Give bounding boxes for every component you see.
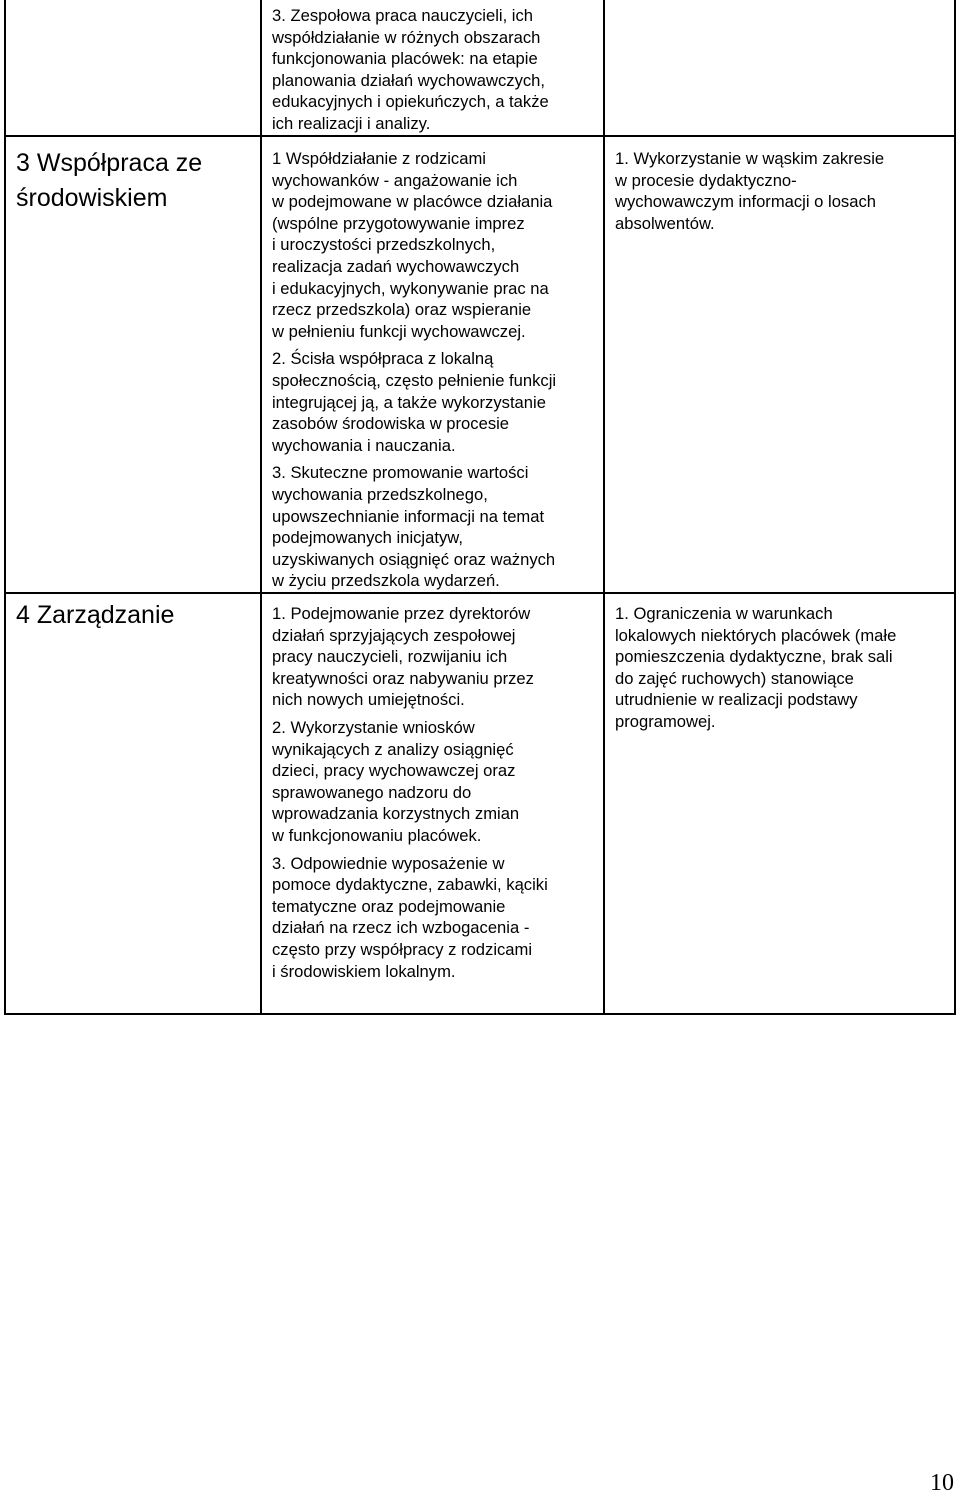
row1-goal-1: 1 Współdziałanie z rodzicami wychowanków - angażowanie ich w podejmowane w placówce działania (wspólne przygotowywanie imprez i uroczystości przedszkolnych, realizacja zadań wychowawczych i edukacyjnych, wykonywanie prac na rzecz przedszkola) oraz wspieranie w pełnieniu funkcji wychowawczej. [272, 149, 553, 341]
table-border-left [4, 0, 6, 1015]
row2-goal-2: 2. Wykorzystanie wniosków wynikających z analizy osiągnięć dzieci, pracy wychowawczej oraz sprawowanego nadzoru do wprowadzania korzystnych zmian w funkcjonowaniu placówek. [272, 717, 520, 845]
page-number: 10 [930, 1470, 954, 1496]
row2-area-label: 4 Zarządzanie [16, 601, 175, 629]
row0-goals-cell [272, 5, 602, 141]
row1-area-label: 3 Współpraca ze środowiskiem [16, 149, 203, 212]
row1-goals-cell [272, 148, 602, 598]
row2-goals-cell [272, 603, 602, 988]
row2-goal-1: 1. Podejmowanie przez dyrektorów działań sprzyjających zespołowej pracy nauczycieli, rozwijaniu ich kreatywności oraz nabywaniu przez nich nowych umiejętności. [272, 604, 534, 710]
row2-note-1: 1. Ograniczenia w warunkach lokalowych niektórych placówek (małe pomieszczenia dydaktyczne, brak sali do zajęć ruchowych) stanowiące utrudnienie w realizacji podstawy programowej. [615, 604, 897, 731]
row1-goal-2: 2. Ścisła współpraca z lokalną społecznością, często pełnienie funkcji integrującej ją, a także wykorzystanie zasobów środowiska w procesie wychowania i nauczania. [272, 349, 557, 455]
table-border-right [954, 0, 956, 1015]
table-divider-col2 [603, 0, 605, 1015]
row1-note-1: 1. Wykorzystanie w wąskim zakresie w procesie dydaktyczno- wychowawczym informacji o losach absolwentów. [615, 149, 885, 233]
table-divider-col1 [260, 0, 262, 1015]
row1-goal-3: 3. Skuteczne promowanie wartości wychowania przedszkolnego, upowszechnianie informacji na temat podejmowanych inicjatyw, uzyskiwanych osiągnięć oraz ważnych w życiu przedszkola wydarzeń. [272, 463, 556, 591]
row0-goal-1: 3. Zespołowa praca nauczycieli, ich współdziałanie w różnych obszarach funkcjonowania placówek: na etapie planowania działań wychowawczych, edukacyjnych i opiekuńczych, a także ich realizacji i analizy. [272, 6, 549, 133]
table-border-bottom [4, 1013, 955, 1015]
row2-notes-cell [615, 603, 953, 739]
row1-notes-cell [615, 148, 953, 240]
row2-goal-3: 3. Odpowiednie wyposażenie w pomoce dydaktyczne, zabawki, kąciki tematyczne oraz podejmowanie działań na rzecz ich wzbogacenia - często przy współpracy z rodzicami i środowiskiem lokalnym. [272, 853, 548, 981]
